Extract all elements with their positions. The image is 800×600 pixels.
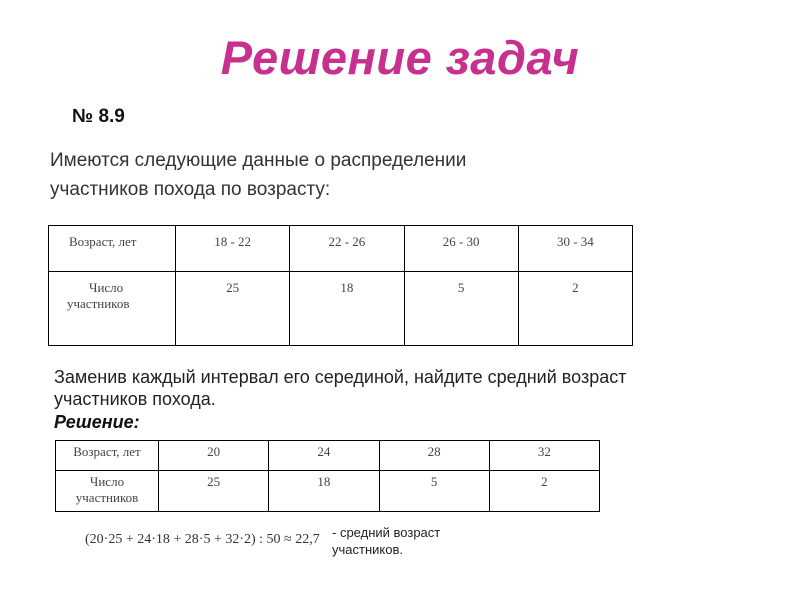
intro-line-1: Имеются следующие данные о распределении [50,150,467,171]
problem-intro [50,146,650,204]
table-cell: 18 - 22 [176,226,290,272]
problem-number: № 8.9 [72,106,125,127]
midpoint-table [55,440,600,512]
table-row [49,271,633,345]
table-row [49,226,633,272]
table-header-age: Возраст, лет [56,441,159,471]
table-cell: 28 [379,441,489,471]
task-line-1: Заменив каждый интервал его серединой, найдите средний возраст [54,367,627,387]
table-header-age: Возраст, лет [49,226,176,272]
solution-label: Решение: [54,412,140,432]
table-cell: 5 [379,471,489,512]
table-cell: 18 [290,271,404,345]
table-cell: 25 [176,271,290,345]
count-label-line-2: участников [75,490,139,505]
table-cell: 26 - 30 [404,226,518,272]
table-header-count [49,271,176,345]
table-cell: 20 [159,441,269,471]
mean-formula: (20·25 + 24·18 + 28·5 + 32·2) : 50 ≈ 22,7 [85,532,320,547]
result-note [332,524,532,558]
table-row [56,441,600,471]
task-text [54,366,754,410]
table-row [56,471,600,512]
count-label-line-1: Число [89,279,124,295]
page-title: Решение задач [220,31,580,84]
table-header-count [56,471,159,512]
table-cell: 22 - 26 [290,226,404,272]
table-cell: 2 [518,271,632,345]
count-label-line-2: участников [67,295,130,311]
note-line-1: - средний возраст [332,525,441,540]
count-label-line-1: Число [89,474,125,489]
intro-line-2: участников похода по возрасту: [50,179,331,200]
table-cell: 32 [489,441,599,471]
table-cell: 18 [269,471,379,512]
table-cell: 30 - 34 [518,226,632,272]
table-cell: 25 [159,471,269,512]
interval-table [48,225,633,346]
note-line-2: участников. [332,542,403,557]
table-cell: 24 [269,441,379,471]
table-cell: 2 [489,471,599,512]
task-line-2: участников похода. [54,389,216,409]
table-cell: 5 [404,271,518,345]
